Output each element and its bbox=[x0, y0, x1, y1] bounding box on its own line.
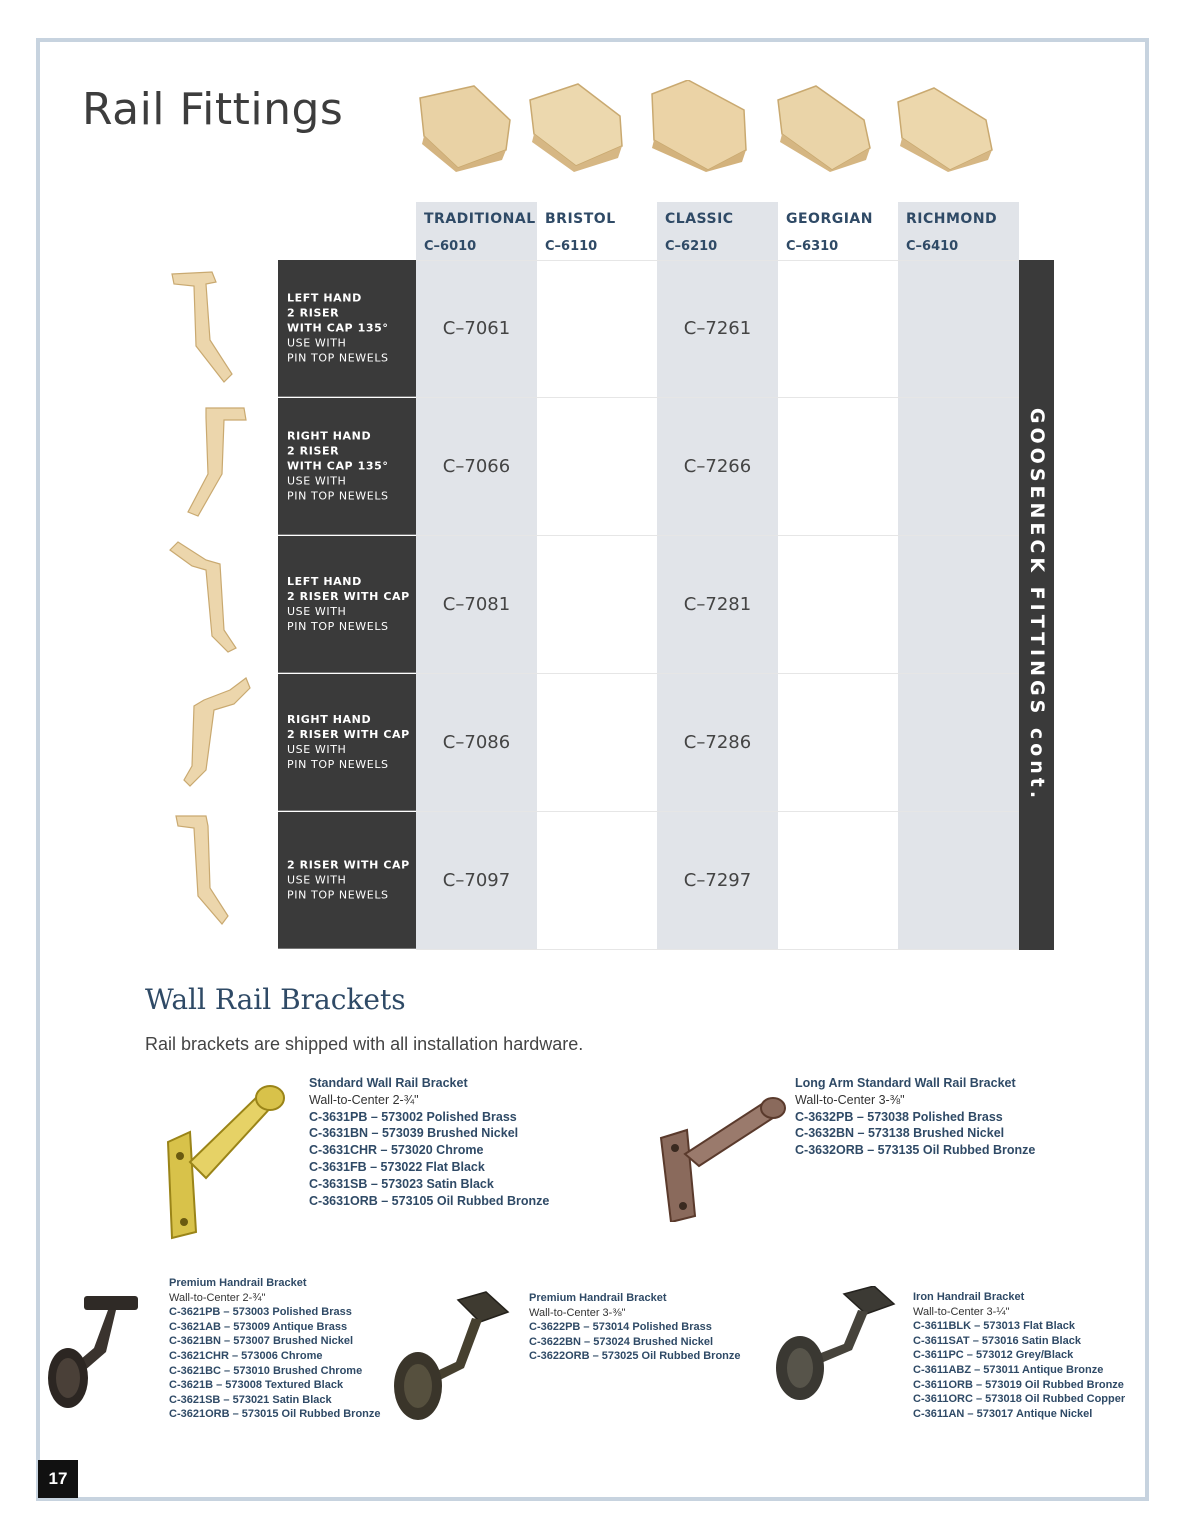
row-title-line: RIGHT HAND bbox=[287, 713, 372, 726]
row-note-line: USE WITH bbox=[287, 605, 347, 618]
row-note-line: USE WITH bbox=[287, 336, 347, 350]
iron-bracket-image bbox=[770, 1286, 898, 1406]
bracket-sku: C-3632PB – 573038 Polished Brass bbox=[795, 1109, 1003, 1124]
classic-profile-image bbox=[648, 80, 748, 172]
bracket-wall-to-center: Wall-to-Center 3-⅜" bbox=[795, 1092, 905, 1107]
column-header-classic bbox=[657, 202, 778, 260]
bracket-sku: C-3622ORB – 573025 Oil Rubbed Bronze bbox=[529, 1350, 741, 1363]
row-note-line: USE WITH bbox=[287, 743, 347, 756]
bracket-wall-to-center: Wall-to-Center 2-¾" bbox=[169, 1291, 266, 1304]
bracket-sku: C-3622PB – 573014 Polished Brass bbox=[529, 1321, 712, 1334]
column-header-traditional bbox=[416, 202, 537, 260]
iron-bracket-info bbox=[913, 1290, 1125, 1421]
bracket-sku: C-3631FB – 573022 Flat Black bbox=[309, 1159, 485, 1174]
long-arm-bracket-info bbox=[795, 1075, 1035, 1159]
row-divider bbox=[416, 811, 1019, 812]
row-title-line: 2 RISER bbox=[287, 444, 340, 458]
bracket-sku: C-3611BLK – 573013 Flat Black bbox=[913, 1320, 1076, 1333]
gooseneck-left-135-image bbox=[166, 270, 242, 386]
column-name: CLASSIC bbox=[665, 211, 734, 227]
bristol-profile-image bbox=[526, 80, 626, 172]
premium-bracket-info bbox=[169, 1276, 381, 1422]
row-divider bbox=[416, 673, 1019, 674]
row-note-line: USE WITH bbox=[287, 873, 347, 887]
row-note-line: PIN TOP NEWELS bbox=[287, 351, 389, 365]
bracket-title: Standard Wall Rail Bracket bbox=[309, 1076, 468, 1090]
bracket-sku: C-3632BN – 573138 Brushed Nickel bbox=[795, 1126, 1005, 1141]
bracket-sku: C-3611ABZ – 573011 Antique Bronze bbox=[913, 1363, 1104, 1376]
bracket-sku: C-3621B – 573008 Textured Black bbox=[169, 1379, 344, 1392]
traditional-profile-image bbox=[414, 80, 514, 172]
part-number-cell: C–7281 bbox=[683, 594, 752, 615]
row-header-right-hand-135 bbox=[278, 398, 416, 535]
bracket-sku: C-3621ORB – 573015 Oil Rubbed Bronze bbox=[169, 1408, 381, 1421]
row-header-left-hand-cap bbox=[278, 536, 416, 673]
part-number-cell: C–7066 bbox=[442, 456, 511, 477]
premium-long-bracket-info bbox=[529, 1291, 741, 1364]
gooseneck-right-cap-image bbox=[176, 676, 252, 792]
column-code: C–6010 bbox=[424, 239, 477, 254]
bracket-title: Iron Handrail Bracket bbox=[913, 1291, 1025, 1303]
gooseneck-2-riser-cap-image bbox=[172, 812, 232, 928]
bracket-sku: C-3631ORB – 573105 Oil Rubbed Bronze bbox=[309, 1193, 550, 1208]
premium-bracket-image bbox=[46, 1292, 144, 1410]
bracket-sku: C-3621BC – 573010 Brushed Chrome bbox=[169, 1364, 363, 1377]
part-number-cell: C–7261 bbox=[683, 318, 752, 339]
part-number-cell: C–7081 bbox=[442, 594, 511, 615]
bracket-sku: C-3611ORC – 573018 Oil Rubbed Copper bbox=[913, 1393, 1126, 1406]
row-note-line: PIN TOP NEWELS bbox=[287, 620, 389, 633]
column-name: BRISTOL bbox=[545, 211, 616, 227]
bracket-sku: C-3631SB – 573023 Satin Black bbox=[309, 1176, 494, 1191]
row-note-line: USE WITH bbox=[287, 474, 347, 488]
bracket-sku: C-3621BN – 573007 Brushed Nickel bbox=[169, 1335, 354, 1348]
row-header-right-hand-cap bbox=[278, 674, 416, 811]
page-number: 17 bbox=[38, 1460, 78, 1498]
bracket-wall-to-center: Wall-to-Center 3-¼" bbox=[913, 1305, 1010, 1318]
richmond-profile-image bbox=[894, 80, 994, 172]
column-code: C–6210 bbox=[665, 239, 718, 254]
bracket-sku: C-3621SB – 573021 Satin Black bbox=[169, 1393, 332, 1406]
row-header-2-riser-cap bbox=[278, 812, 416, 949]
row-divider bbox=[416, 535, 1019, 536]
gooseneck-right-135-image bbox=[180, 404, 250, 522]
part-number-cell: C–7297 bbox=[683, 870, 752, 891]
long-arm-bracket-image bbox=[655, 1094, 795, 1222]
side-label: GOOSENECK FITTINGS cont. bbox=[1026, 407, 1048, 803]
part-number-cell: C–7097 bbox=[442, 870, 511, 891]
part-number-cell: C–7061 bbox=[442, 318, 511, 339]
standard-bracket-image bbox=[150, 1082, 290, 1240]
bracket-sku: C-3631BN – 573039 Brushed Nickel bbox=[309, 1126, 519, 1141]
row-title-line: 2 RISER WITH CAP bbox=[287, 858, 410, 872]
gooseneck-left-cap-image bbox=[166, 540, 244, 656]
row-title-line: 2 RISER WITH CAP bbox=[287, 728, 410, 741]
part-number-cell: C–7286 bbox=[683, 732, 752, 753]
richmond-column-bg bbox=[898, 202, 1019, 950]
row-title-line: 2 RISER WITH CAP bbox=[287, 590, 410, 603]
bracket-title: Long Arm Standard Wall Rail Bracket bbox=[795, 1076, 1016, 1090]
row-title-line: RIGHT HAND bbox=[287, 429, 372, 443]
row-divider bbox=[416, 949, 1019, 950]
column-header-bristol bbox=[537, 202, 658, 260]
column-name: RICHMOND bbox=[906, 211, 998, 227]
bracket-sku: C-3621PB – 573003 Polished Brass bbox=[169, 1306, 352, 1319]
row-note-line: PIN TOP NEWELS bbox=[287, 888, 389, 902]
column-header-richmond bbox=[898, 202, 1019, 260]
row-title-line: LEFT HAND bbox=[287, 291, 362, 305]
row-divider bbox=[416, 397, 1019, 398]
row-title-line: WITH CAP 135° bbox=[287, 459, 389, 473]
wall-rail-brackets-subtitle: Rail brackets are shipped with all installation hardware. bbox=[145, 1034, 584, 1054]
column-header-georgian bbox=[778, 202, 899, 260]
column-name: TRADITIONAL bbox=[424, 211, 536, 227]
row-note-line: PIN TOP NEWELS bbox=[287, 758, 389, 771]
row-title-line: WITH CAP 135° bbox=[287, 321, 389, 335]
bracket-wall-to-center: Wall-to-Center 3-⅜" bbox=[529, 1306, 626, 1319]
column-code: C–6410 bbox=[906, 239, 959, 254]
column-name: GEORGIAN bbox=[786, 211, 873, 227]
column-code: C–6110 bbox=[545, 239, 598, 254]
bracket-sku: C-3631PB – 573002 Polished Brass bbox=[309, 1109, 517, 1124]
column-code: C–6310 bbox=[786, 239, 839, 254]
bracket-wall-to-center: Wall-to-Center 2-¾" bbox=[309, 1092, 419, 1107]
bracket-title: Premium Handrail Bracket bbox=[529, 1292, 667, 1304]
row-title-line: 2 RISER bbox=[287, 306, 340, 320]
row-title-line: LEFT HAND bbox=[287, 575, 362, 588]
wall-rail-brackets-heading: Wall Rail Brackets bbox=[145, 983, 406, 1016]
bracket-sku: C-3621AB – 573009 Antique Brass bbox=[169, 1320, 348, 1333]
bracket-sku: C-3611AN – 573017 Antique Nickel bbox=[913, 1407, 1093, 1420]
bracket-sku: C-3632ORB – 573135 Oil Rubbed Bronze bbox=[795, 1143, 1036, 1158]
standard-bracket-info bbox=[309, 1075, 549, 1209]
bracket-sku: C-3611ORB – 573019 Oil Rubbed Bronze bbox=[913, 1378, 1124, 1391]
bracket-title: Premium Handrail Bracket bbox=[169, 1277, 307, 1289]
bracket-sku: C-3611SAT – 573016 Satin Black bbox=[913, 1334, 1081, 1347]
classic-column-bg bbox=[657, 202, 778, 950]
premium-long-bracket-image bbox=[388, 1290, 512, 1424]
part-number-cell: C–7266 bbox=[683, 456, 752, 477]
bracket-sku: C-3631CHR – 573020 Chrome bbox=[309, 1143, 484, 1158]
bracket-sku: C-3611PC – 573012 Grey/Black bbox=[913, 1349, 1074, 1362]
page-title: Rail Fittings bbox=[82, 84, 344, 135]
row-note-line: PIN TOP NEWELS bbox=[287, 489, 389, 503]
traditional-column-bg bbox=[416, 202, 537, 950]
bracket-sku: C-3621CHR – 573006 Chrome bbox=[169, 1349, 323, 1362]
georgian-profile-image bbox=[772, 80, 872, 172]
row-divider bbox=[416, 260, 1019, 261]
part-number-cell: C–7086 bbox=[442, 732, 511, 753]
row-header-left-hand-135 bbox=[278, 260, 416, 397]
bracket-sku: C-3622BN – 573024 Brushed Nickel bbox=[529, 1335, 714, 1348]
